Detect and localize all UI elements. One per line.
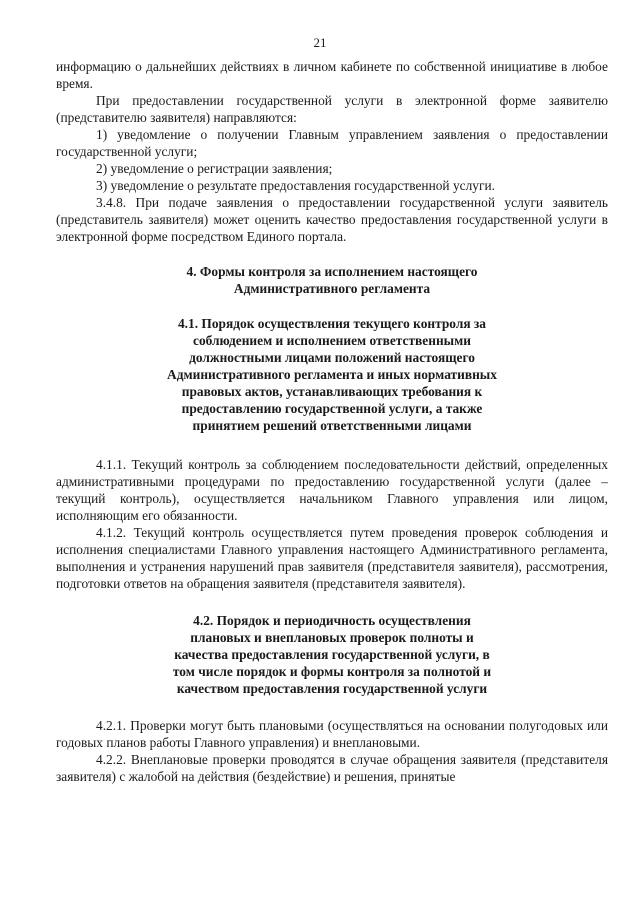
subsection-heading-4-2: 4.2. Порядок и периодичность осуществления плановых и внеплановых проверок полноты и качества предоставления государственной услуги, в том числе порядок и формы контроля за полнотой и качеством предоставления государственной услуги [172, 613, 492, 696]
paragraph-4-2-2: 4.2.2. Внеплановые проверки проводятся в случае обращения заявителя (представителя заявителя) с жалобой на действия (бездействие) и решения, принятые [56, 752, 608, 784]
notification-item-1: 1) уведомление о получении Главным управлением заявления о предоставлении государственной услуги; [56, 127, 608, 159]
section-heading-4: 4. Формы контроля за исполнением настоящего Административного регламента [186, 264, 478, 296]
paragraph-4-1-1: 4.1.1. Текущий контроль за соблюдением последовательности действий, определенных административными процедурами по предоставлению государственной услуги (далее – текущий контроль), осуществляется начальником Главного управления или лицом, исполняющим его обязанности. [56, 457, 608, 523]
paragraph-3-4-8: 3.4.8. При подаче заявления о предоставлении государственной услуги заявитель (представитель заявителя) может оценить качество предоставления государственной услуги в электронной форме посредством Единого портала. [56, 195, 608, 244]
page-number: 21 [313, 35, 327, 50]
notification-item-3: 3) уведомление о результате предоставления государственной услуги. [96, 178, 495, 193]
paragraph-electronic-form: При предоставлении государственной услуги в электронной форме заявителю (представителю заявителя) направляются: [56, 93, 608, 125]
paragraph-4-2-1: 4.2.1. Проверки могут быть плановыми (осуществляться на основании полугодовых или годовых планов работы Главного управления) и внеплановыми. [56, 718, 608, 750]
document-body [56, 58, 608, 785]
subsection-heading-4-1: 4.1. Порядок осуществления текущего контроля за соблюдением и исполнением ответственными должностными лицами положений настоящего Административного регламента и иных нормативных правовых актов, устанавливающих требования к предоставлению государственной услуги, а также принятием решений ответственными лицами [167, 316, 497, 433]
paragraph-continuation: информацию о дальнейших действиях в личном кабинете по собственной инициативе в любое время. [56, 59, 608, 91]
paragraph-4-1-2: 4.1.2. Текущий контроль осуществляется путем проведения проверок соблюдения и исполнения специалистами Главного управления настоящего Административного регламента, выполнения и устранения нарушений прав заявителя (представителя заявителя), рассмотрения, подготовки ответов на обращения заявителя (представителя заявителя). [56, 525, 608, 591]
notification-item-2: 2) уведомление о регистрации заявления; [96, 161, 333, 176]
